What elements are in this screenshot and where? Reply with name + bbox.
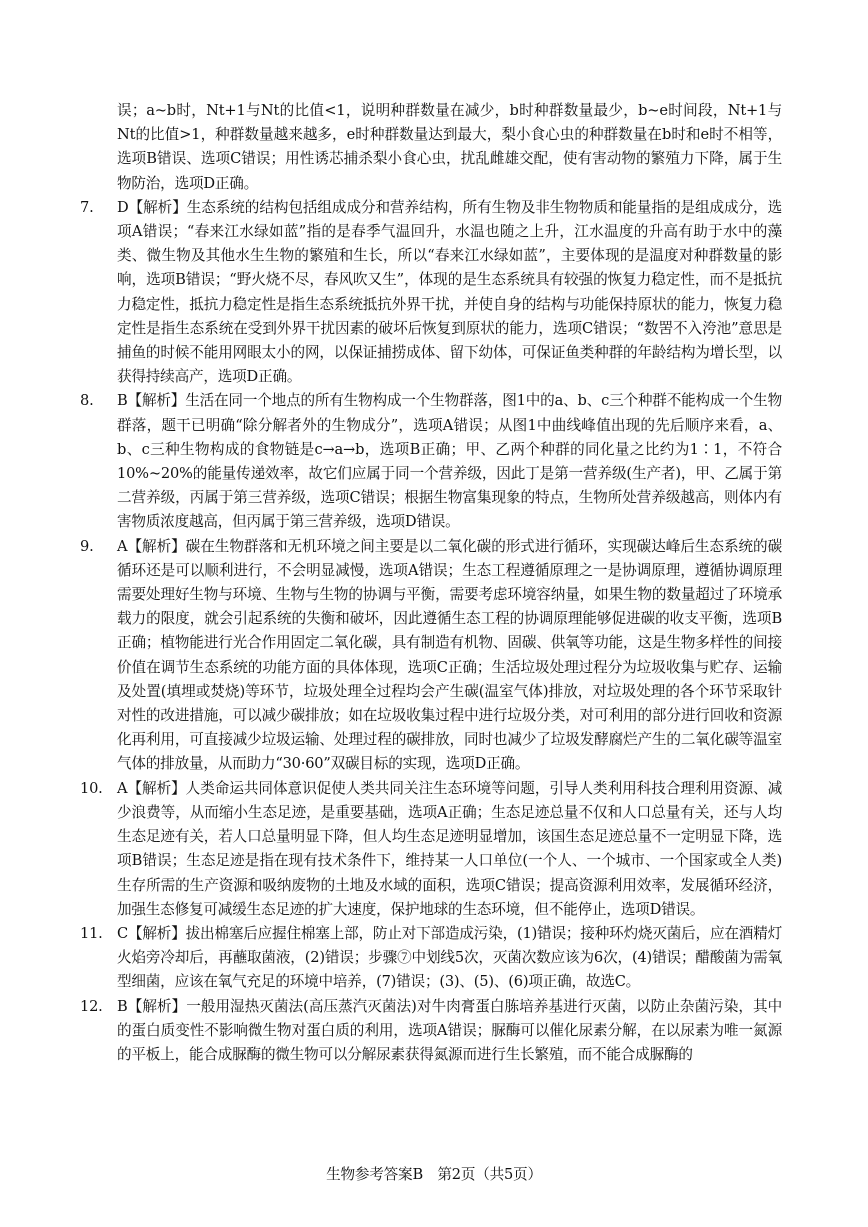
item-text: C【解析】拔出棉塞后应握住棉塞上部，防止对下部造成污染，(1)错误；接种环灼烧灭菌后，应在酒精灯火焰旁冷却后，再蘸取菌液，(2)错误；步骤⑦中划线5次，灭菌次数应该为6次，(4)错误；醋酸菌为需氧型细菌，应该在氧气充足的环境中培养，(7)错误；(3)、(5)、(6)项正确，故选C。 [117, 924, 782, 991]
item-number: 12. [80, 997, 103, 1015]
item-text: A【解析】碳在生物群落和无机环境之间主要是以二氧化碳的形式进行循环，实现碳达峰后生态系统的碳循环还是可以顺利进行，不会明显减慢，选项A错误；生态工程遵循原理之一是协调原理，遵循协调原理需要处理好生物与环境、生物与生物的协调与平衡，需要考虑环境容纳量，如果生物的数量超过了环境承载力的限度，就会引起系统的失衡和破坏，因此遵循生态工程的协调原理能够促进碳的收支平衡，选项B正确；植物能进行光合作用固定二氧化碳，具有制造有机物、固碳、供氧等功能，这是生物多样性的间接价值在调节生态系统的功能方面的具体体现，选项C正确；生活垃圾处理过程分为垃圾收集与贮存、运输及处置(填埋或焚烧)等环节，垃圾处理全过程均会产生碳(温室气体)排放，对垃圾处理的各个环节采取针对性的改进措施，可以减少碳排放；如在垃圾收集过程中进行垃圾分类，对可利用的部分进行回收和资源化再利用，可直接减少垃圾运输、处理过程的碳排放，同时也减少了垃圾发酵腐烂产生的二氧化碳等温室气体的排放量，从而助力“30·60”双碳目标的实现，选项D正确。 [117, 537, 782, 773]
answer-item-11 [78, 922, 782, 995]
continued-paragraph: 误；a~b时，Nt+1与Nt的比值<1，说明种群数量在减少，b时种群数量最少，b~e时间段，Nt+1与Nt的比值>1，种群数量越来越多，e时种群数量达到最大，梨小食心虫的种群数量在b时和e时不相等，选项B错误、选项C错误；用性诱芯捕杀梨小食心虫，扰乱雌雄交配，使有害动物的繁殖力下降，属于生物防治，选项D正确。 [117, 102, 782, 192]
item-number: 8. [80, 392, 94, 410]
item-number: 10. [80, 779, 103, 797]
page-footer: 生物参考答案B 第2页（共5页） [326, 1166, 542, 1183]
item-text: D【解析】生态系统的结构包括组成成分和营养结构，所有生物及非生物物质和能量指的是组成成分，选项A错误；“春来江水绿如蓝”指的是春季气温回升，水温也随之上升，江水温度的升高有助于水中的藻类、微生物及其他水生生物的繁殖和生长，所以“春来江水绿如蓝”，主要体现的是温度对种群数量的影响，选项B错误；“野火烧不尽，春风吹又生”，体现的是生态系统具有较强的恢复力稳定性，而不是抵抗力稳定性，抵抗力稳定性是指生态系统抵抗外界干扰，并使自身的结构与功能保持原状的能力，恢复力稳定性是指生态系统在受到外界干扰因素的破坏后恢复到原状的能力，选项C错误；“数罟不入洿池”意思是捕鱼的时候不能用网眼太小的网，以保证捕捞成体、留下幼体，可保证鱼类种群的年龄结构为增长型，以获得持续高产，选项D正确。 [117, 198, 782, 386]
answer-item-10 [78, 777, 782, 922]
item-number: 9. [80, 537, 94, 555]
answer-item-12 [78, 995, 782, 1068]
answer-item-7 [78, 196, 782, 390]
item-text: A【解析】人类命运共同体意识促使人类共同关注生态环境等问题，引导人类利用科技合理利用资源、减少浪费等，从而缩小生态足迹，是重要基础，选项A正确；生态足迹总量不仅和人口总量有关，还与人均生态足迹有关，若人口总量明显下降，但人均生态足迹明显增加，该国生态足迹总量不一定明显下降，选项B错误；生态足迹是指在现有技术条件下，维持某一人口单位(一个人、一个城市、一个国家或全人类)生存所需的生产资源和吸纳废物的土地及水域的面积，选项C错误；提高资源利用效率，发展循环经济，加强生态修复可减缓生态足迹的扩大速度，保护地球的生态环境，但不能停止，选项D错误。 [117, 779, 782, 918]
answer-item-9 [78, 535, 782, 777]
item-text: B【解析】生活在同一个地点的所有生物构成一个生物群落，图1中的a、b、c三个种群不能构成一个生物群落，题干已明确“除分解者外的生物成分”，选项A错误；从图1中曲线峰值出现的先后顺序来看，a、b、c三种生物构成的食物链是c→a→b，选项B正确；甲、乙两个种群的同化量之比约为1∶1，不符合10%~20%的能量传递效率，故它们应属于同一个营养级，因此丁是第一营养级(生产者)，甲、乙属于第二营养级，丙属于第三营养级，选项C错误；根据生物富集现象的特点，生物所处营养级越高，则体内有害物质浓度越高，但丙属于第三营养级，选项D错误。 [117, 392, 782, 531]
item-number: 7. [80, 198, 94, 216]
item-number: 11. [80, 924, 103, 942]
item-text: B【解析】一般用湿热灭菌法(高压蒸汽灭菌法)对牛肉膏蛋白胨培养基进行灭菌，以防止杂菌污染，其中的蛋白质变性不影响微生物对蛋白质的利用，选项A错误；脲酶可以催化尿素分解，在以尿素为唯一氮源的平板上，能合成脲酶的微生物可以分解尿素获得氮源而进行生长繁殖，而不能合成脲酶的 [117, 997, 782, 1063]
answer-item-8 [78, 389, 782, 534]
answer-content [78, 99, 782, 1067]
